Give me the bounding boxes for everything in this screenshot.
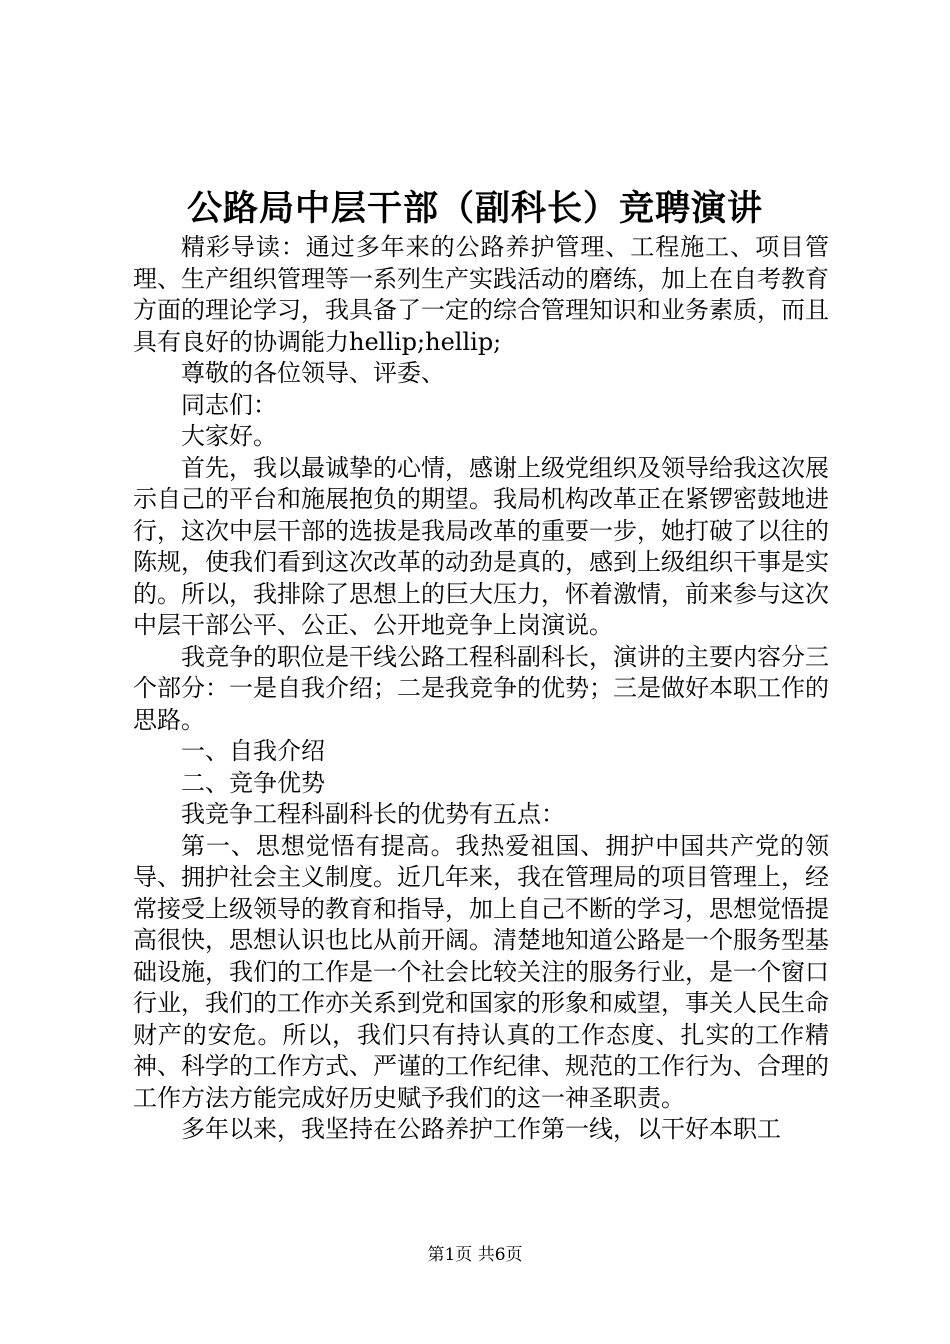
paragraph-thanks: 首先，我以最诚挚的心情，感谢上级党组织及领导给我这次展示自己的平台和施展抱负的期望。我局机构改革正在紧锣密鼓地进行，这次中层干部的选拔是我局改革的重要一步，她打破了以往的陈规，使我们看到这次改革的动劲是真的，感到上级组织干事是实的。所以，我排除了思想上的巨大压力，怀着激情，前来参与这次中层干部公平、公正、公开地竞争上岗演说。 (133, 453, 829, 639)
paragraph-advantage-1: 第一、思想觉悟有提高。我热爱祖国、拥护中国共产党的领导、拥护社会主义制度。近几年来，我在管理局的项目管理上，经常接受上级领导的教育和指导，加上自己不断的学习，思想觉悟提高很快，思想认识也比从前开阔。清楚地知道公路是一个服务型基础设施，我们的工作是一个社会比较关注的服务行业，是一个窗口行业，我们的工作亦关系到党和国家的形象和威望，事关人民生命财产的安危。所以，我们只有持认真的工作态度、扎实的工作精神、科学的工作方式、严谨的工作纪律、规范的工作行为、合理的工作方法方能完成好历史赋予我们的这一神圣职责。 (133, 831, 829, 1112)
paragraph-section-1: 一、自我介绍 (181, 737, 325, 765)
paragraph-intro: 精彩导读：通过多年来的公路养护管理、工程施工、项目管理、生产组织管理等一系列生产实践活动的磨练，加上在自考教育方面的理论学习，我具备了一定的综合管理知识和业务素质，而且具有良好的协调能力hellip;hellip; (133, 233, 829, 356)
document-body (133, 232, 829, 1146)
paragraph-years: 多年以来，我坚持在公路养护工作第一线，以干好本职工 (181, 1115, 781, 1143)
paragraph-salutation: 尊敬的各位领导、评委、 (181, 359, 445, 387)
paragraph-greeting: 大家好。 (181, 422, 277, 450)
paragraph-section-2: 二、竞争优势 (181, 768, 325, 797)
paragraph-advantages-intro: 我竞争工程科副科长的优势有五点： (181, 800, 565, 828)
paragraph-comrades: 同志们： (181, 390, 277, 419)
document-title: 公路局中层干部（副科长）竞聘演讲 (186, 188, 763, 229)
paragraph-position: 我竞争的职位是干线公路工程科副科长，演讲的主要内容分三个部分：一是自我介绍；二是我竞争的优势；三是做好本职工作的思路。 (133, 642, 829, 734)
page-footer: 第1页 共6页 (427, 1245, 523, 1265)
